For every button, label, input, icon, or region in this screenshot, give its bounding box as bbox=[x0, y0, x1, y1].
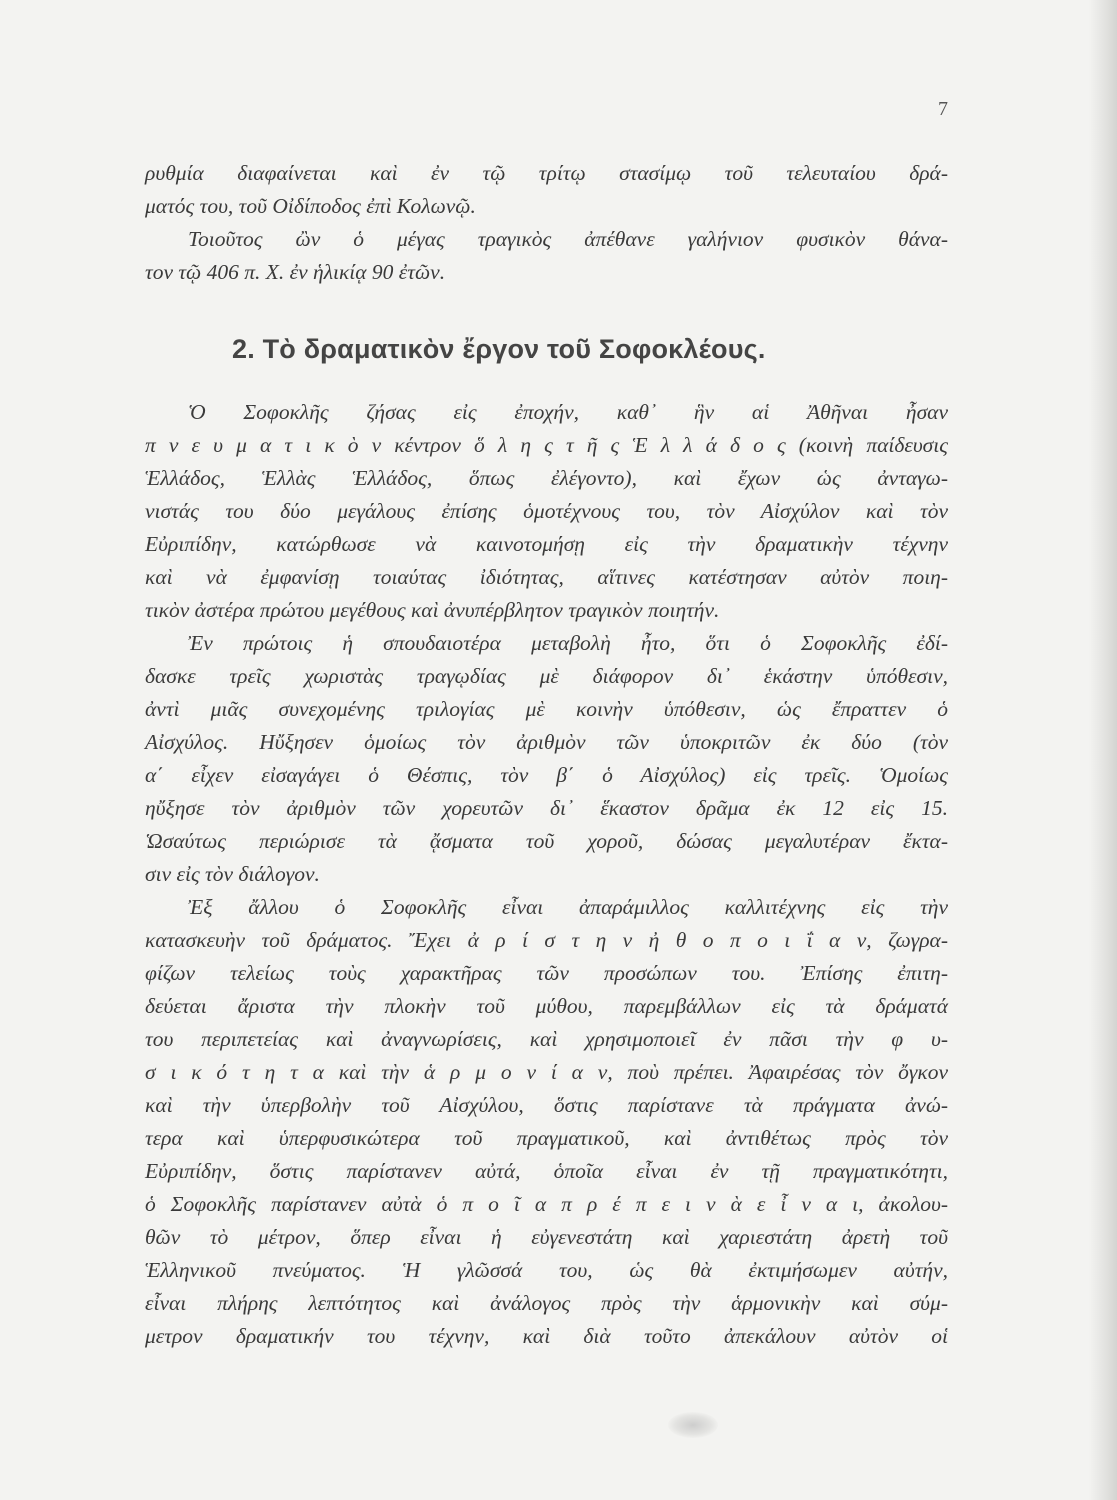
text-line: Εὐριπίδην, κατώρθωσε νὰ καινοτομήσῃ εἰς τὴν δραματικὴν τέχνην bbox=[145, 532, 948, 556]
text-line: δασκε τρεῖς χωριστὰς τραγῳδίας μὲ διάφορον δι᾽ ἑκάστην ὑπόθεσιν, bbox=[145, 664, 948, 688]
text-line: Ἑλλάδος, Ἑλλὰς Ἑλλάδος, ὅπως ἐλέγοντο), καὶ ἔχων ὡς ἀνταγω- bbox=[145, 466, 948, 490]
text-line: σ ι κ ό τ η τ α καὶ τὴν ἁ ρ μ ο ν ί α ν, ποὺ πρέπει. Ἀφαιρέσας τὸν ὄγκον bbox=[145, 1060, 948, 1084]
text-line: νιστάς του δύο μεγάλους ἐπίσης ὁμοτέχνους του, τὸν Αἰσχύλον καὶ τὸν bbox=[145, 499, 948, 523]
text-line: τον τῷ 406 π. Χ. ἐν ἡλικίᾳ 90 ἐτῶν. bbox=[145, 260, 446, 284]
text-line: καὶ νὰ ἐμφανίσῃ τοιαύτας ἰδιότητας, αἵτινες κατέστησαν αὐτὸν ποιη- bbox=[145, 565, 948, 589]
text-line: του περιπετείας καὶ ἀναγνωρίσεις, καὶ χρησιμοποιεῖ ἐν πᾶσι τὴν φ υ- bbox=[145, 1027, 948, 1051]
text-line: Ἑλληνικοῦ πνεύματος. Ἡ γλῶσσά του, ὡς θὰ ἐκτιμήσωμεν αὐτήν, bbox=[145, 1258, 948, 1282]
text-line: Τοιοῦτος ὢν ὁ μέγας τραγικὸς ἀπέθανε γαλήνιον φυσικὸν θάνα- bbox=[188, 227, 948, 251]
text-line: τικὸν ἀστέρα πρώτου μεγέθους καὶ ἀνυπέρβλητον τραγικὸν ποιητήν. bbox=[145, 598, 720, 622]
text-line: θῶν τὸ μέτρον, ὅπερ εἶναι ἡ εὐγενεστάτη καὶ χαριεστάτη ἀρετὴ τοῦ bbox=[145, 1225, 948, 1249]
text-line: φίζων τελείως τοὺς χαρακτῆρας τῶν προσώπων του. Ἐπίσης ἐπιτη- bbox=[145, 961, 948, 985]
text-line: α΄ εἶχεν εἰσαγάγει ὁ Θέσπις, τὸν β΄ ὁ Αἰσχύλος) εἰς τρεῖς. Ὁμοίως bbox=[145, 763, 948, 787]
text-line: Ἐν πρώτοις ἡ σπουδαιοτέρα μεταβολὴ ἦτο, ὅτι ὁ Σοφοκλῆς ἐδί- bbox=[188, 631, 948, 655]
text-line: ηὔξησε τὸν ἀριθμὸν τῶν χορευτῶν δι᾽ ἕκαστον δρᾶμα ἐκ 12 εἰς 15. bbox=[145, 796, 948, 820]
page-edge-shadow bbox=[1089, 0, 1117, 1500]
printer-ornament-smudge bbox=[668, 1412, 718, 1438]
text-line: δεύεται ἄριστα τὴν πλοκὴν τοῦ μύθου, παρεμβάλλων εἰς τὰ δράματά bbox=[145, 994, 948, 1018]
text-line: Ἐξ ἄλλου ὁ Σοφοκλῆς εἶναι ἀπαράμιλλος καλλιτέχνης εἰς τὴν bbox=[188, 895, 948, 919]
text-line: Ὁ Σοφοκλῆς ζήσας εἰς ἐποχήν, καθ᾽ ἣν αἱ Ἀθῆναι ἦσαν bbox=[188, 400, 948, 424]
page-number: 7 bbox=[938, 98, 948, 120]
text-line: ἀντὶ μιᾶς συνεχομένης τριλογίας μὲ κοινὴν ὑπόθεσιν, ὡς ἔπραττεν ὁ bbox=[145, 697, 948, 721]
text-line: π ν ε υ μ α τ ι κ ὸ ν κέντρον ὅ λ η ς τ ῆ ς Ἑ λ λ ά δ ο ς (κοινὴ παίδευσις bbox=[145, 433, 948, 457]
text-line: καὶ τὴν ὑπερβολὴν τοῦ Αἰσχύλου, ὅστις παρίστανε τὰ πράγματα ἀνώ- bbox=[145, 1093, 948, 1117]
text-line: εἶναι πλήρης λεπτότητος καὶ ἀνάλογος πρὸς τὴν ἁρμονικὴν καὶ σύμ- bbox=[145, 1291, 948, 1315]
text-line: ρυθμία διαφαίνεται καὶ ἐν τῷ τρίτῳ στασίμῳ τοῦ τελευταίου δρά- bbox=[145, 161, 948, 185]
text-line: τερα καὶ ὑπερφυσικώτερα τοῦ πραγματικοῦ, καὶ ἀντιθέτως πρὸς τὸν bbox=[145, 1126, 948, 1150]
text-line: μετρον δραματικήν του τέχνην, καὶ διὰ τοῦτο ἀπεκάλουν αὐτὸν οἱ bbox=[145, 1324, 948, 1348]
text-line: ματός του, τοῦ Οἰδίποδος ἐπὶ Κολωνῷ. bbox=[145, 194, 476, 218]
text-line: Εὐριπίδην, ὅστις παρίστανεν αὐτά, ὁποῖα εἶναι ἐν τῇ πραγματικότητι, bbox=[145, 1159, 948, 1183]
text-line: ὁ Σοφοκλῆς παρίστανεν αὐτὰ ὁ π ο ῖ α π ρ έ π ε ι ν ὰ ε ἶ ν α ι, ἀκολου- bbox=[145, 1192, 948, 1216]
section-heading: 2. Τὸ δραματικὸν ἔργον τοῦ Σοφοκλέους. bbox=[232, 334, 766, 364]
text-line: Ὡσαύτως περιώρισε τὰ ᾄσματα τοῦ χοροῦ, δώσας μεγαλυτέραν ἔκτα- bbox=[145, 829, 948, 853]
text-line: κατασκευὴν τοῦ δράματος. Ἔχει ἀ ρ ί σ τ η ν ἠ θ ο π ο ι ΐ α ν, ζωγρα- bbox=[145, 928, 948, 952]
text-line: σιν εἰς τὸν διάλογον. bbox=[145, 862, 320, 886]
text-line: Αἰσχύλος. Ηὔξησεν ὁμοίως τὸν ἀριθμὸν τῶν ὑποκριτῶν ἐκ δύο (τὸν bbox=[145, 730, 948, 754]
